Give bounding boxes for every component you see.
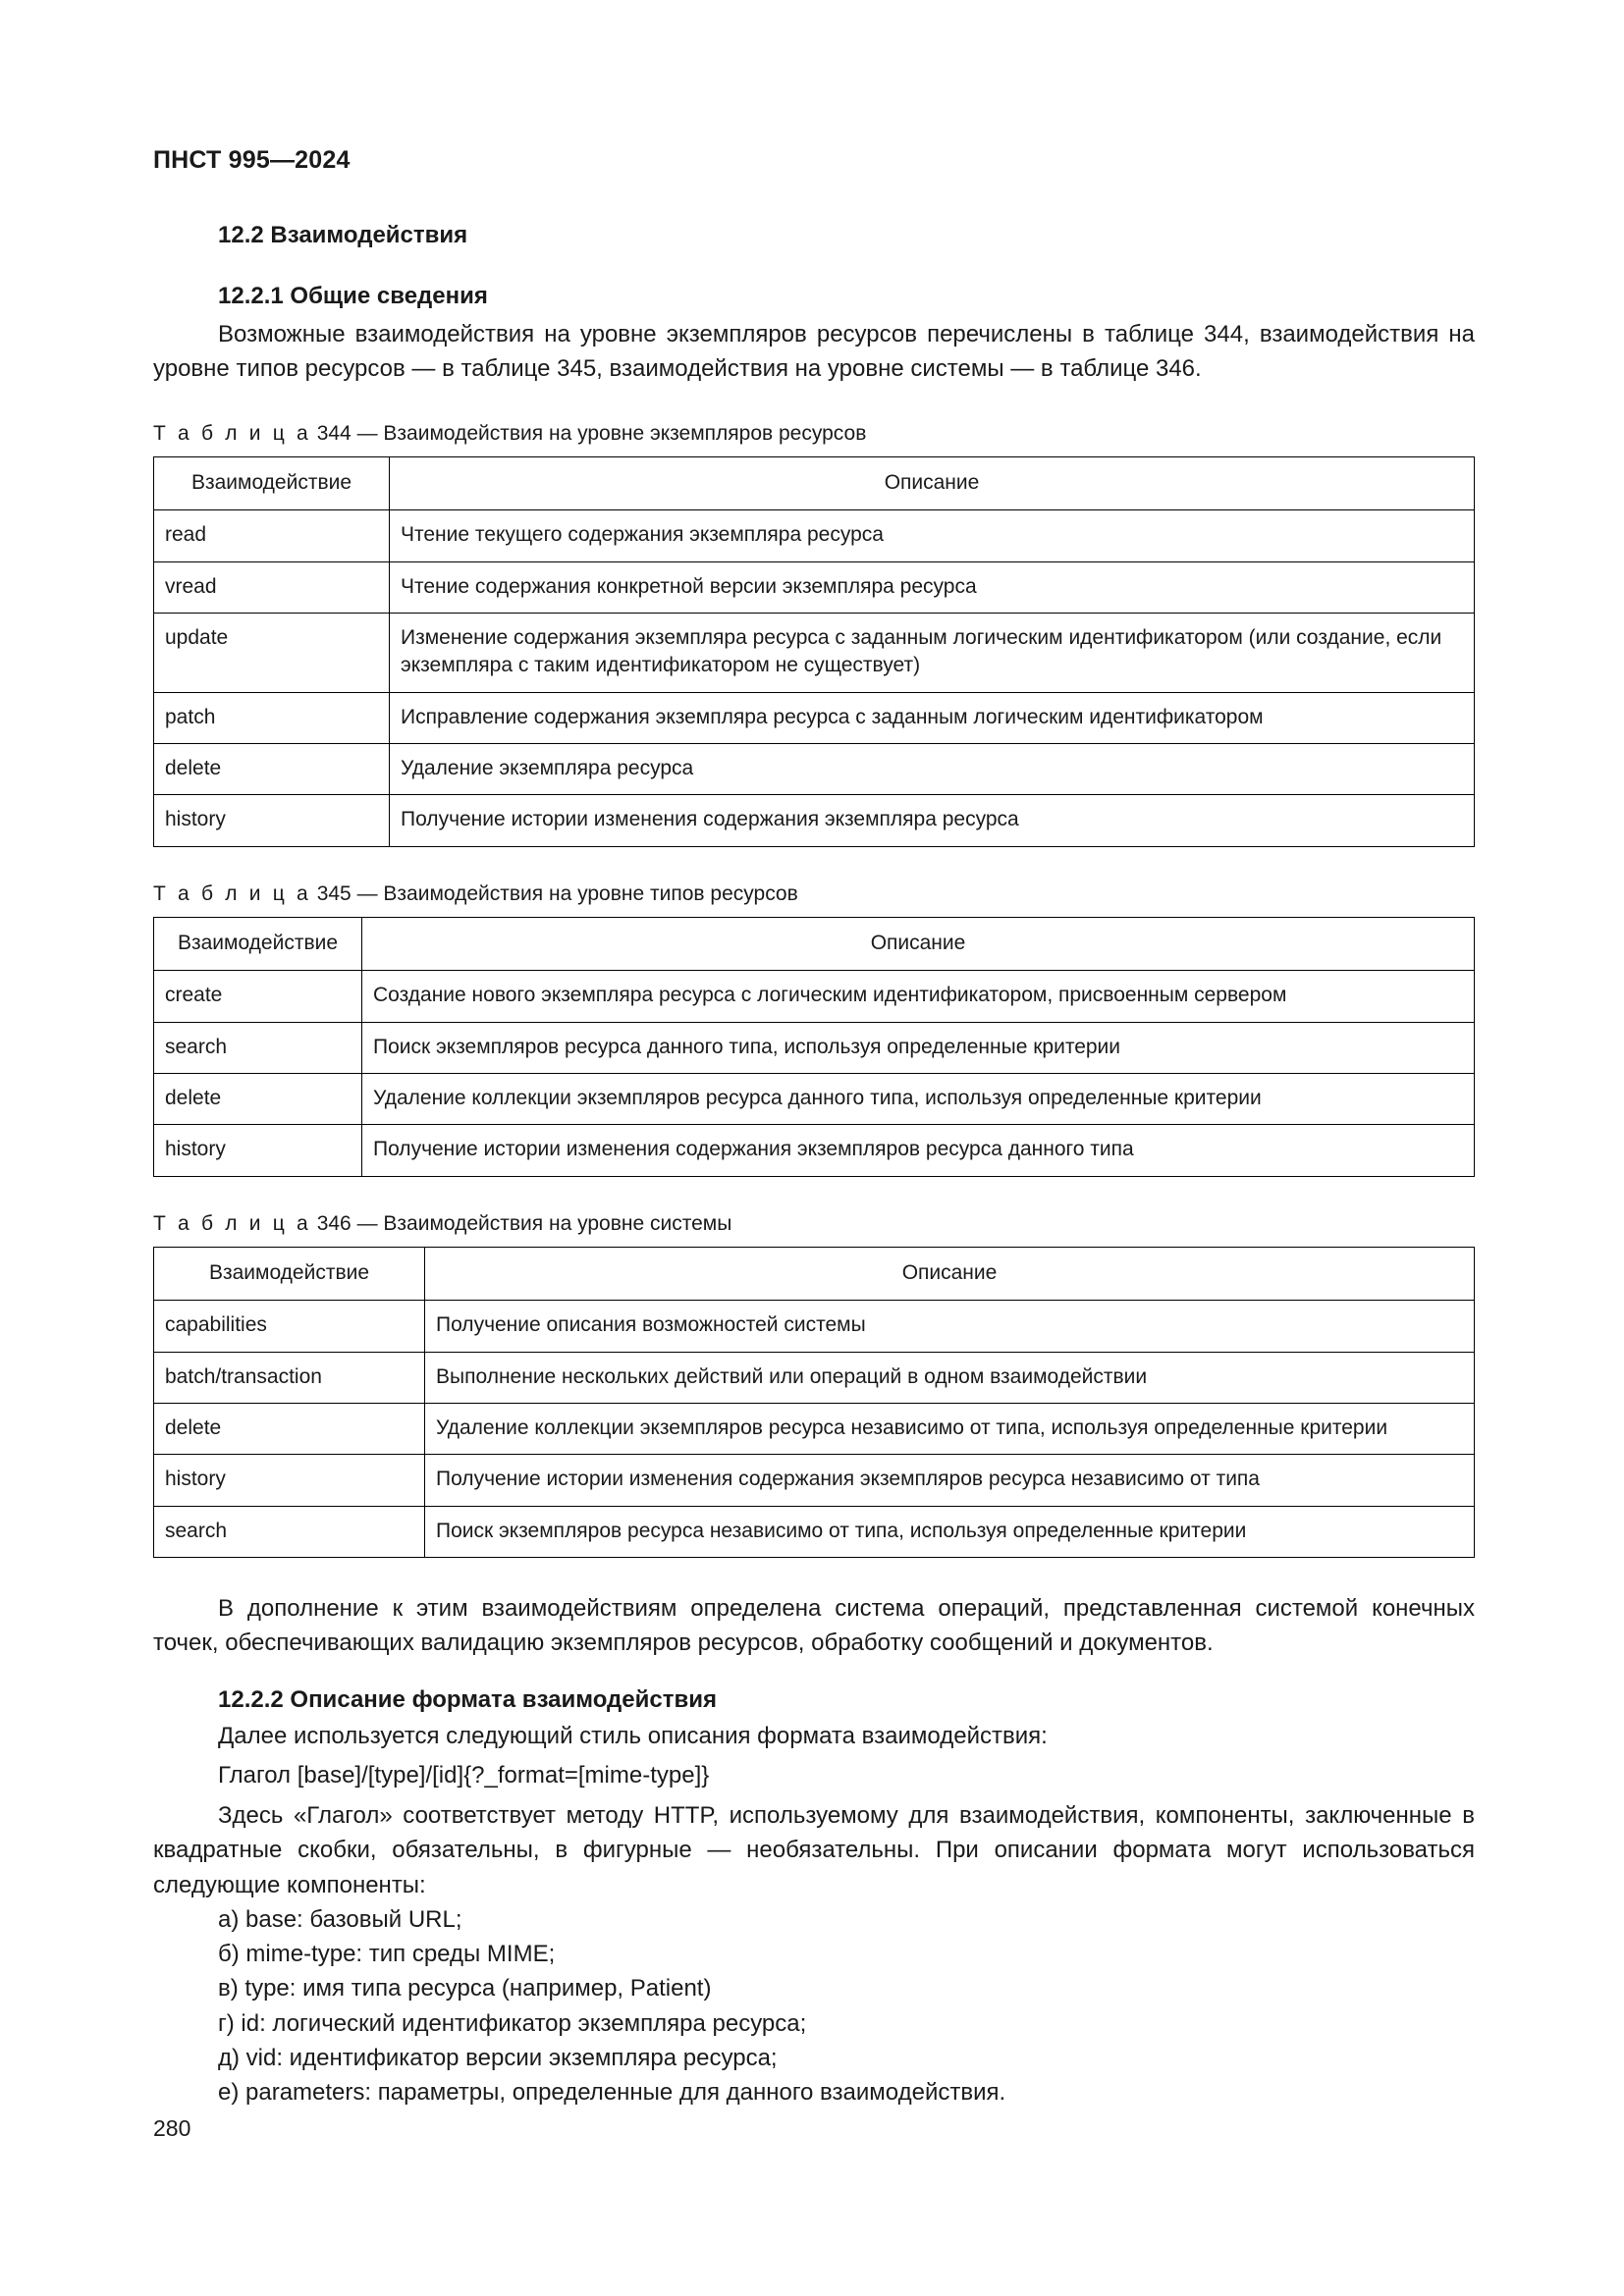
table-caption-number: 346 (316, 1211, 352, 1235)
list-item: а) base: базовый URL; (218, 1905, 462, 1933)
cell-interaction-name: search (154, 1022, 362, 1073)
cell-interaction-name: history (154, 1125, 362, 1176)
cell-interaction-name: search (154, 1506, 425, 1557)
cell-description: Выполнение нескольких действий или операций в одном взаимодействии (425, 1352, 1475, 1403)
interactions-table (153, 456, 1475, 847)
table-caption-label: Т а б л и ц а (153, 421, 311, 445)
table-row (154, 795, 1475, 846)
column-header-interaction: Взаимодействие (154, 917, 362, 970)
cell-interaction-name: update (154, 613, 390, 692)
table-caption-number: 345 (316, 881, 352, 905)
cell-interaction-name: delete (154, 743, 390, 794)
table-header-row (154, 917, 1475, 970)
table-row (154, 510, 1475, 561)
table-caption (153, 1210, 1475, 1237)
cell-description: Получение истории изменения содержания экземпляров ресурса независимо от типа (425, 1455, 1475, 1506)
table-caption-dash: — (356, 421, 378, 445)
table-row (154, 743, 1475, 794)
column-header-interaction: Взаимодействие (154, 456, 390, 509)
tables-container (153, 420, 1475, 1558)
table-row (154, 971, 1475, 1022)
column-header-description: Описание (425, 1247, 1475, 1300)
list-item: е) parameters: параметры, определенные для данного взаимодействия. (218, 2079, 1006, 2107)
cell-interaction-name: patch (154, 692, 390, 743)
heading-12-2-2: 12.2.2 Описание формата взаимодействия (218, 1686, 718, 1714)
table-caption-dash: — (356, 1211, 378, 1235)
cell-description: Исправление содержания экземпляра ресурса с заданным логическим идентификатором (390, 692, 1475, 743)
table-caption (153, 881, 1475, 907)
table-row (154, 1125, 1475, 1176)
column-header-description: Описание (362, 917, 1475, 970)
table-header-row (154, 1247, 1475, 1300)
cell-interaction-name: vread (154, 561, 390, 613)
table-row (154, 1073, 1475, 1124)
cell-interaction-name: delete (154, 1403, 425, 1454)
table-row (154, 561, 1475, 613)
running-head: ПНСТ 995—2024 (153, 146, 351, 174)
table-caption-title: Взаимодействия на уровне экземпляров ресурсов (383, 421, 867, 445)
cell-description: Удаление экземпляра ресурса (390, 743, 1475, 794)
cell-description: Получение описания возможностей системы (425, 1301, 1475, 1352)
paragraph-12-2-1: Возможные взаимодействия на уровне экземпляров ресурсов перечислены в таблице 344, взаимодействия на уровне типов ресурсов — в таблице 345, взаимодействия на уровне системы — в таблице 346. (153, 321, 1475, 383)
table-row (154, 1352, 1475, 1403)
list-item: г) id: логический идентификатор экземпляра ресурса; (218, 2009, 807, 2037)
cell-description: Поиск экземпляров ресурса данного типа, используя определенные критерии (362, 1022, 1475, 1073)
table-row (154, 613, 1475, 692)
list-item: д) vid: идентификатор версии экземпляра ресурса; (218, 2044, 778, 2071)
paragraph-12-2-2: Здесь «Глагол» соответствует методу HTTP, используемому для взаимодействия, компоненты, заключенные в квадратные скобки, обязательны, в фигурные — необязательны. При описании формата могут использоваться следующие компоненты: (153, 1802, 1475, 1898)
table-row (154, 692, 1475, 743)
cell-description: Создание нового экземпляра ресурса с логическим идентификатором, присвоенным сервером (362, 971, 1475, 1022)
cell-interaction-name: history (154, 795, 390, 846)
interaction-format-syntax: Глагол [base]/[type]/[id]{?_format=[mime-type]} (218, 1761, 710, 1789)
heading-12-2-1: 12.2.1 Общие сведения (218, 283, 488, 309)
cell-description: Получение истории изменения содержания экземпляра ресурса (390, 795, 1475, 846)
column-header-interaction: Взаимодействие (154, 1247, 425, 1300)
components-list (153, 1902, 1475, 2110)
cell-description: Чтение текущего содержания экземпляра ресурса (390, 510, 1475, 561)
cell-interaction-name: history (154, 1455, 425, 1506)
table-caption-number: 344 (316, 421, 352, 445)
table-caption-title: Взаимодействия на уровне системы (383, 1211, 732, 1235)
page-number: 280 (153, 2115, 191, 2141)
table-row (154, 1403, 1475, 1454)
table-row (154, 1455, 1475, 1506)
cell-description: Удаление коллекции экземпляров ресурса независимо от типа, используя определенные критерии (425, 1403, 1475, 1454)
cell-interaction-name: batch/transaction (154, 1352, 425, 1403)
paragraph-after-tables: В дополнение к этим взаимодействиям определена система операций, представленная системой конечных точек, обеспечивающих валидацию экземпляров ресурсов, обработку сообщений и документов. (153, 1594, 1475, 1657)
cell-description: Изменение содержания экземпляра ресурса с заданным логическим идентификатором (или создание, если экземпляра с таким идентификатором не существует) (390, 613, 1475, 692)
interactions-table (153, 917, 1475, 1177)
cell-interaction-name: capabilities (154, 1301, 425, 1352)
page-content (153, 0, 1475, 2109)
paragraph-12-2-2-lead: Далее используется следующий стиль описания формата взаимодействия: (218, 1723, 1048, 1750)
table-caption (153, 420, 1475, 447)
heading-12-2: 12.2 Взаимодействия (218, 222, 468, 248)
table-row (154, 1022, 1475, 1073)
column-header-description: Описание (390, 456, 1475, 509)
cell-description: Чтение содержания конкретной версии экземпляра ресурса (390, 561, 1475, 613)
table-header-row (154, 456, 1475, 509)
interactions-table (153, 1247, 1475, 1558)
table-caption-label: Т а б л и ц а (153, 1211, 311, 1235)
table-row (154, 1506, 1475, 1557)
cell-interaction-name: read (154, 510, 390, 561)
table-row (154, 1301, 1475, 1352)
table-caption-label: Т а б л и ц а (153, 881, 311, 905)
cell-description: Получение истории изменения содержания экземпляров ресурса данного типа (362, 1125, 1475, 1176)
cell-interaction-name: delete (154, 1073, 362, 1124)
list-item: б) mime-type: тип среды MIME; (218, 1941, 556, 1968)
list-item: в) type: имя типа ресурса (например, Patient) (218, 1975, 712, 2002)
cell-interaction-name: create (154, 971, 362, 1022)
table-caption-title: Взаимодействия на уровне типов ресурсов (383, 881, 798, 905)
table-caption-dash: — (356, 881, 378, 905)
cell-description: Удаление коллекции экземпляров ресурса данного типа, используя определенные критерии (362, 1073, 1475, 1124)
cell-description: Поиск экземпляров ресурса независимо от типа, используя определенные критерии (425, 1506, 1475, 1557)
